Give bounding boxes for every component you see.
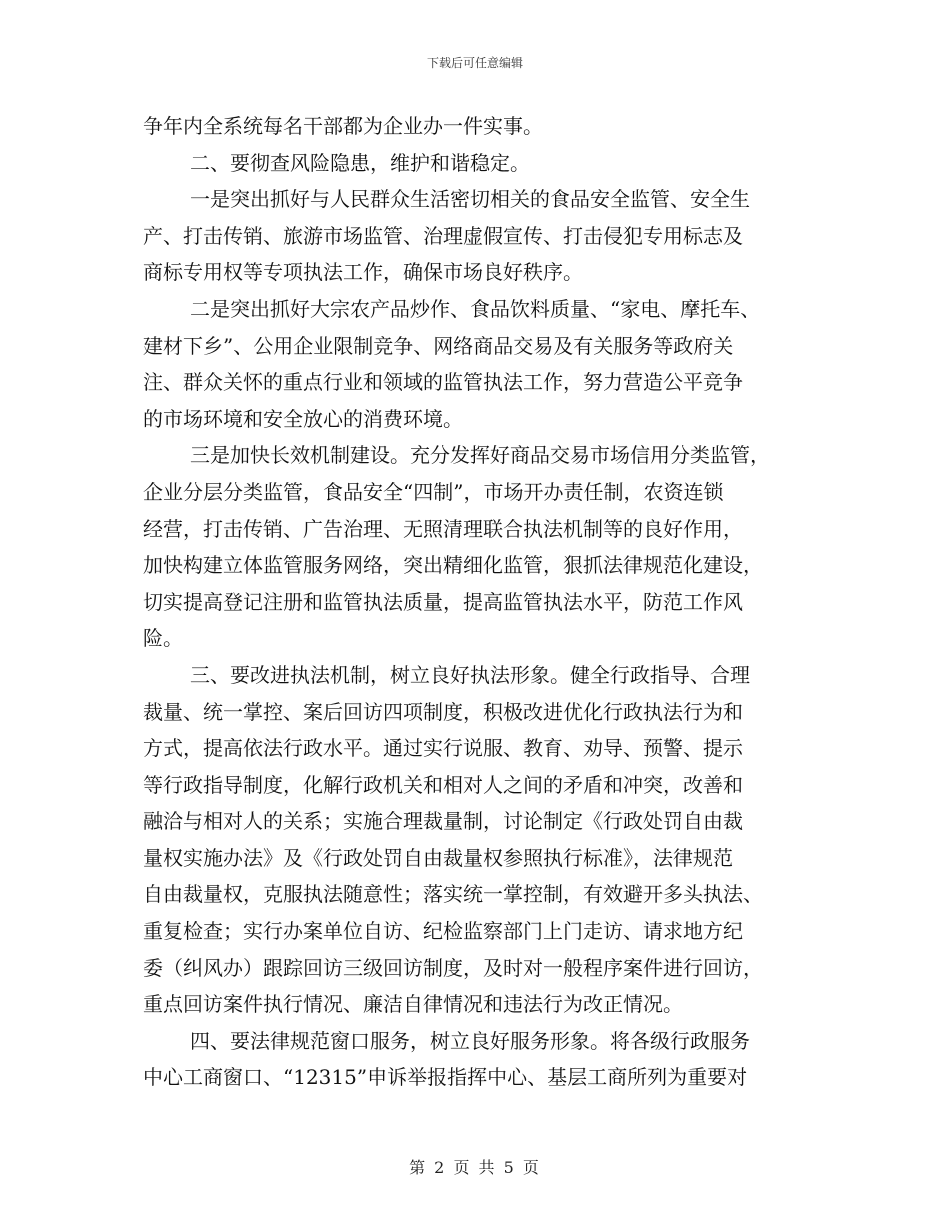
- text-line: 四、要法律规范窗口服务，树立良好服务形象。将各级行政服务: [190, 1028, 750, 1053]
- text-line: 二是突出抓好大宗农产品炒作、食品饮料质量、“家电、摩托车、: [190, 296, 761, 321]
- text-line: 量权实施办法》及《行政处罚自由裁量权参照执行标准》，法律规范: [143, 845, 733, 870]
- text-line: 裁量、统一掌控、案后回访四项制度，积极改进优化行政执法行为和: [143, 699, 743, 724]
- text-line: 方式，提高依法行政水平。通过实行说服、教育、劝导、预警、提示: [143, 736, 743, 761]
- text-line: 等行政指导制度，化解行政机关和相对人之间的矛盾和冲突，改善和: [143, 772, 743, 797]
- text-line: 险。: [143, 626, 183, 651]
- text-line: 委（纠风办）跟踪回访三级回访制度，及时对一般程序案件进行回访，: [143, 955, 763, 980]
- page-header: 下载后可任意编辑: [426, 56, 523, 70]
- text-line: 切实提高登记注册和监管执法质量，提高监管执法水平，防范工作风: [143, 589, 743, 614]
- text-line: 三是加快长效机制建设。充分发挥好商品交易市场信用分类监管，: [190, 443, 770, 468]
- text-line: 注、群众关怀的重点行业和领域的监管执法工作，努力营造公平竞争: [143, 370, 743, 395]
- text-line: 建材下乡”、公用企业限制竞争、网络商品交易及有关服务等政府关: [143, 333, 734, 358]
- document-body: [143, 108, 813, 1096]
- text-line: 一是突出抓好与人民群众生活密切相关的食品安全监管、安全生: [190, 187, 750, 212]
- text-line: 重复检查；实行办案单位自访、纪检监察部门上门走访、请求地方纪: [143, 919, 743, 944]
- text-line: 企业分层分类监管，食品安全“四制”，市场开办责任制，农资连锁: [143, 479, 724, 504]
- text-line: 三、要改进执法机制，树立良好执法形象。健全行政指导、合理: [190, 662, 750, 687]
- text-line: 二、要彻查风险隐患，维护和谐稳定。: [190, 150, 530, 175]
- page-footer: 第 2 页 共 5 页: [409, 1158, 541, 1177]
- text-line: 自由裁量权，克服执法随意性；落实统一掌控制，有效避开多头执法、: [143, 882, 763, 907]
- text-line: 的市场环境和安全放心的消费环境。: [143, 406, 463, 431]
- text-line: 融洽与相对人的关系；实施合理裁量制，讨论制定《行政处罚自由裁: [143, 809, 743, 834]
- text-line: 中心工商窗口、“12315”申诉举报指挥中心、基层工商所列为重要对: [143, 1065, 748, 1090]
- text-line: 商标专用权等专项执法工作，确保市场良好秩序。: [143, 260, 583, 285]
- text-line: 重点回访案件执行情况、廉洁自律情况和违法行为改正情况。: [143, 992, 683, 1017]
- text-line: 加快构建立体监管服务网络，突出精细化监管，狠抓法律规范化建设，: [143, 553, 763, 578]
- text-line: 产、打击传销、旅游市场监管、治理虚假宣传、打击侵犯专用标志及: [143, 223, 743, 248]
- text-line: 争年内全系统每名干部都为企业办一件实事。: [143, 114, 543, 138]
- text-line: 经营，打击传销、广告治理、无照清理联合执法机制等的良好作用，: [143, 516, 743, 541]
